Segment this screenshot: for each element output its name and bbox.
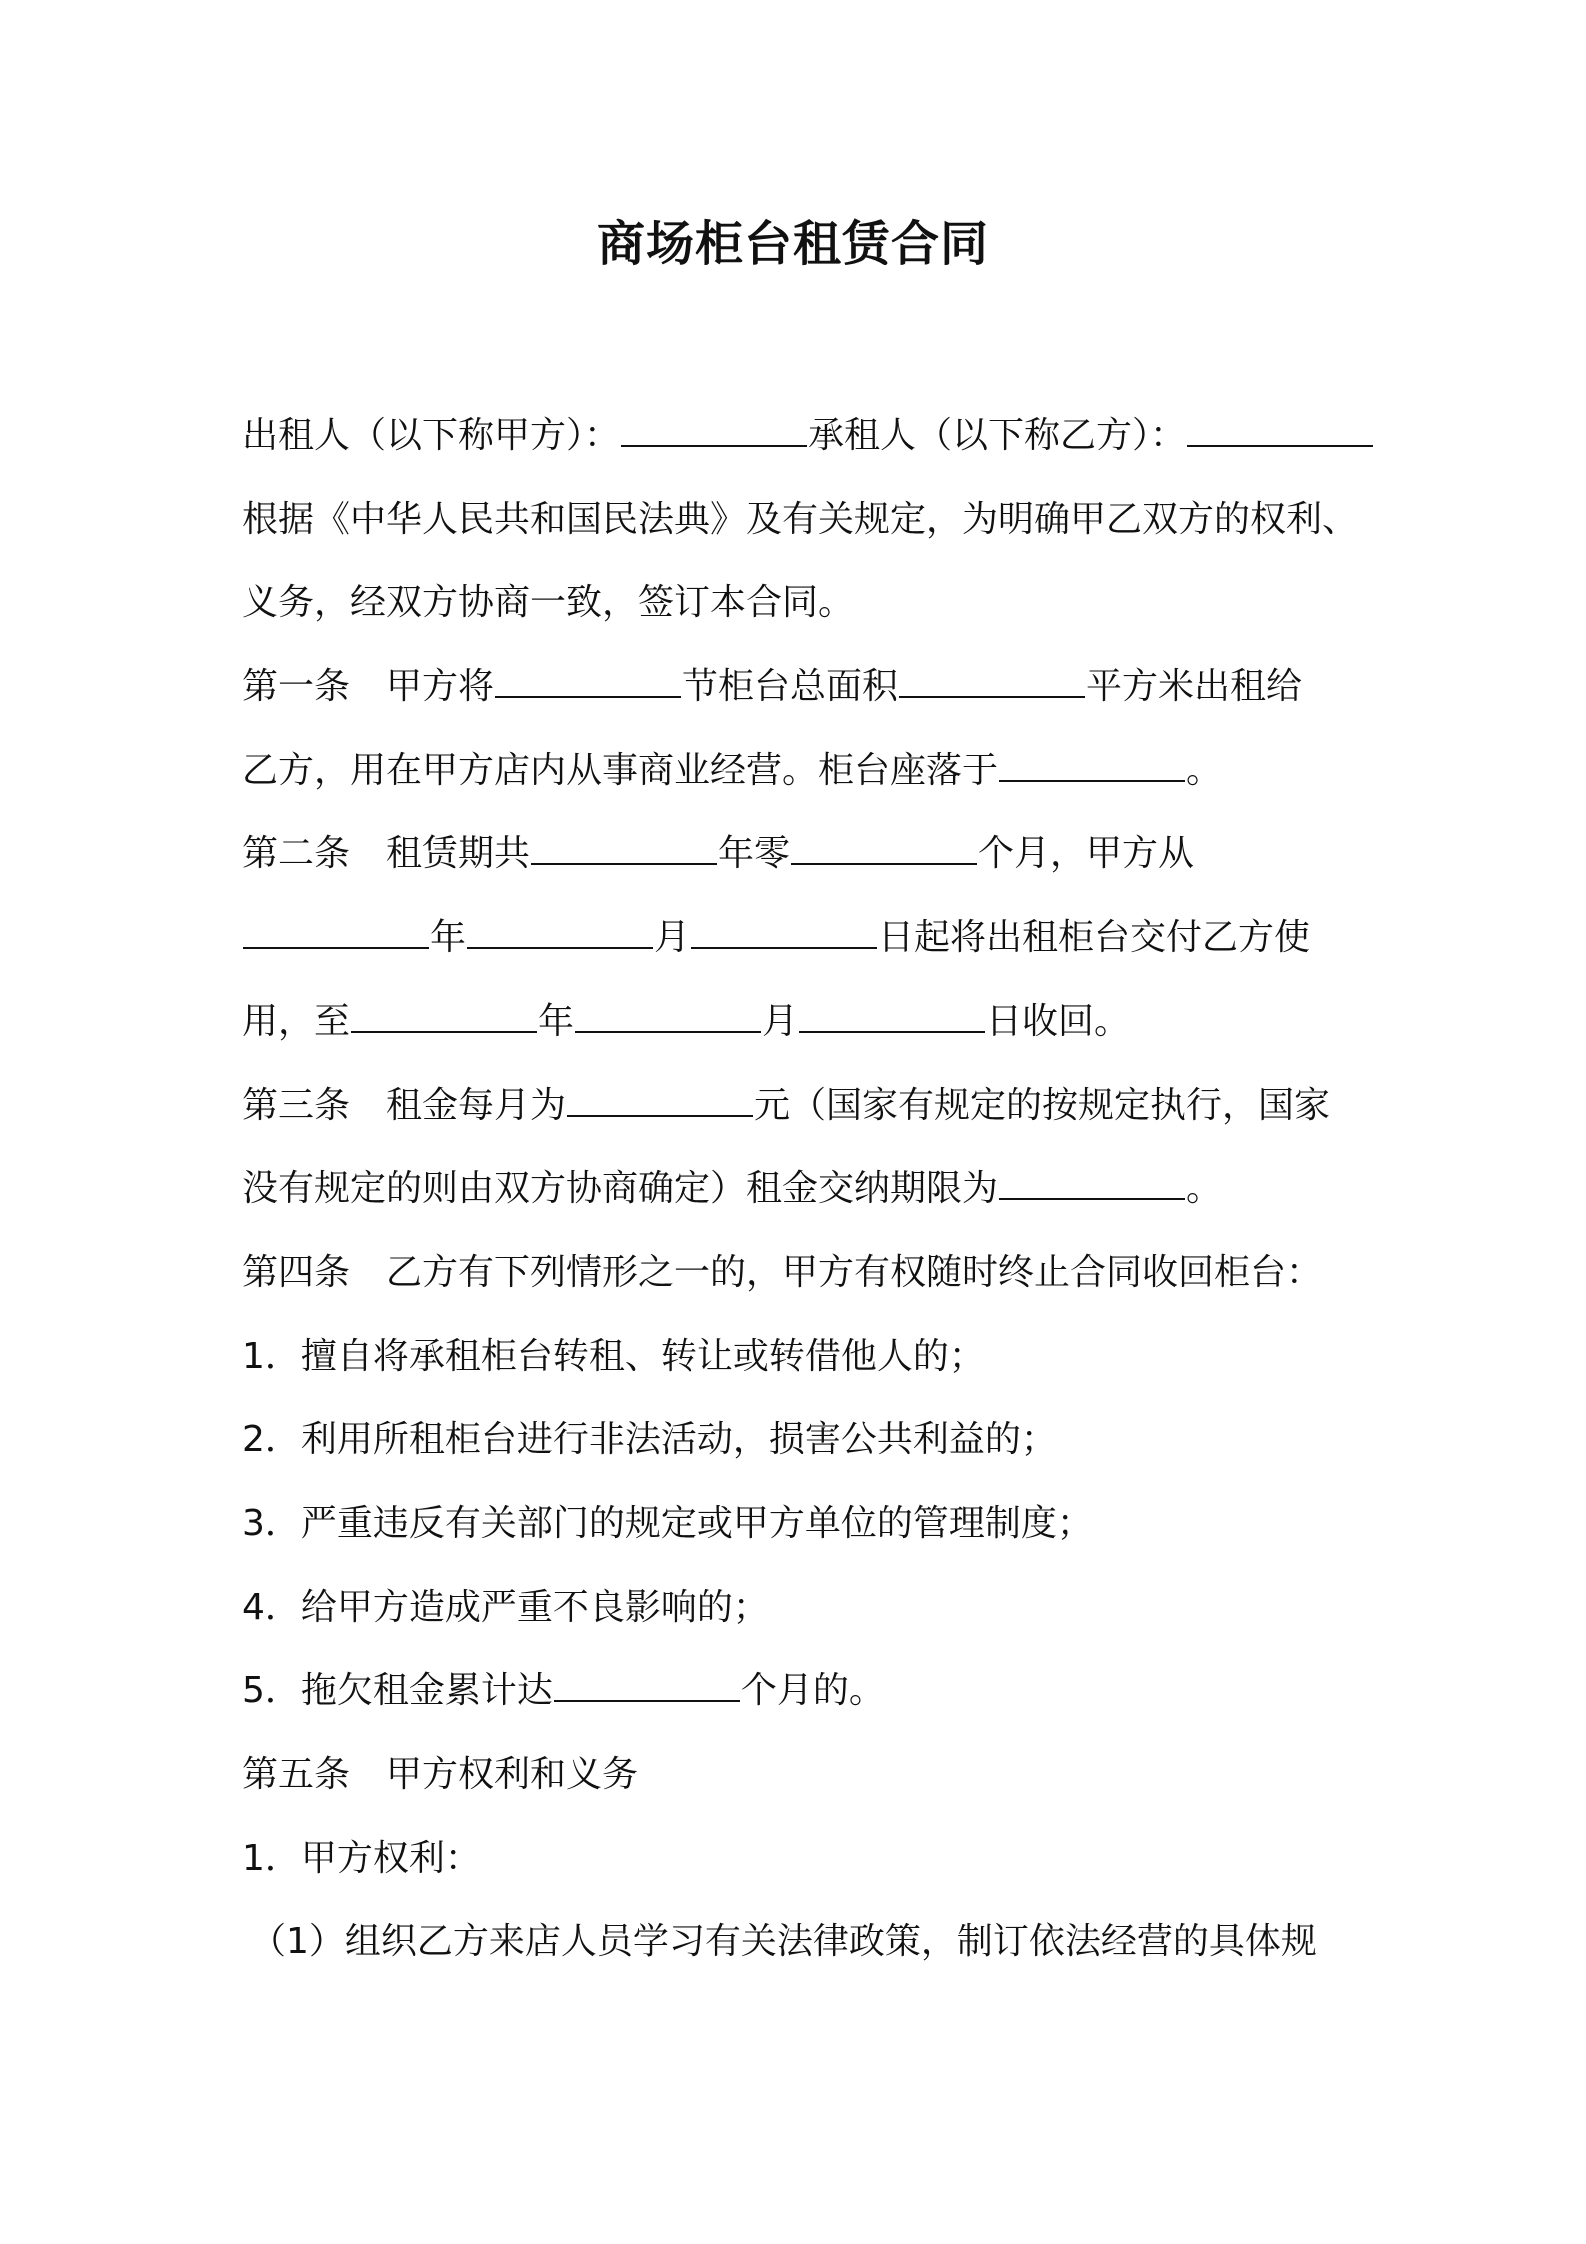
text-segment: 。 bbox=[1186, 750, 1223, 791]
paragraph-line bbox=[242, 746, 1362, 796]
text-segment: 没有规定的则由双方协商确定）租金交纳期限为 bbox=[242, 1168, 999, 1209]
list-item bbox=[242, 1332, 1362, 1382]
fill-blank bbox=[899, 662, 1085, 698]
text-segment: （1）组织乙方来店人员学习有关法律政策，制订依法经营的具体规 bbox=[250, 1921, 1317, 1962]
text-segment: 5．拖欠租金累计达 bbox=[242, 1670, 553, 1711]
text-segment: 3．严重违反有关部门的规定或甲方单位的管理制度； bbox=[242, 1503, 1093, 1544]
text-segment: 承租人（以下称乙方）： bbox=[808, 415, 1187, 456]
paragraph-line bbox=[242, 997, 1362, 1047]
list-item bbox=[242, 1834, 1362, 1884]
fill-blank bbox=[467, 913, 653, 949]
text-segment: 平方米出租给 bbox=[1086, 666, 1303, 707]
paragraph-line bbox=[242, 913, 1362, 963]
fill-blank bbox=[691, 913, 877, 949]
text-segment: 个月，甲方从 bbox=[978, 833, 1195, 874]
text-segment: 4．给甲方造成严重不良影响的； bbox=[242, 1587, 769, 1628]
fill-blank bbox=[575, 997, 761, 1033]
fill-blank bbox=[554, 1666, 740, 1702]
text-segment: 1．甲方权利： bbox=[242, 1838, 481, 1879]
paragraph-line bbox=[242, 578, 1362, 628]
text-segment: 第四条 乙方有下列情形之一的，甲方有权随时终止合同收回柜台： bbox=[242, 1252, 1323, 1293]
list-item bbox=[242, 1415, 1362, 1465]
fill-blank bbox=[799, 997, 985, 1033]
article-1-line bbox=[242, 662, 1362, 712]
text-segment: 第一条 甲方将 bbox=[242, 666, 495, 707]
text-segment: 1．擅自将承租柜台转租、转让或转借他人的； bbox=[242, 1336, 985, 1377]
article-2-line bbox=[242, 829, 1362, 879]
paragraph-line bbox=[242, 1164, 1362, 1214]
list-item bbox=[242, 1583, 1362, 1633]
text-segment: 。 bbox=[1186, 1168, 1223, 1209]
text-segment: 第三条 租金每月为 bbox=[242, 1085, 567, 1126]
text-segment: 年 bbox=[538, 1001, 575, 1042]
text-segment: 年 bbox=[430, 917, 467, 958]
text-segment: 2．利用所租柜台进行非法活动，损害公共利益的； bbox=[242, 1419, 1057, 1460]
fill-blank bbox=[531, 829, 717, 865]
article-3-line bbox=[242, 1081, 1362, 1131]
article-4-line bbox=[242, 1248, 1362, 1298]
text-segment: 第二条 租赁期共 bbox=[242, 833, 531, 874]
text-segment: 日起将出租柜台交付乙方使 bbox=[878, 917, 1311, 958]
list-item bbox=[250, 1917, 1370, 1967]
text-segment: 出租人（以下称甲方）： bbox=[242, 415, 621, 456]
paragraph-line bbox=[242, 495, 1362, 545]
text-segment: 节柜台总面积 bbox=[682, 666, 899, 707]
fill-blank bbox=[495, 662, 681, 698]
article-5-line bbox=[242, 1750, 1362, 1800]
text-segment: 义务，经双方协商一致，签订本合同。 bbox=[242, 582, 855, 623]
fill-blank bbox=[999, 1164, 1185, 1200]
fill-blank bbox=[351, 997, 537, 1033]
text-segment: 日收回。 bbox=[986, 1001, 1131, 1042]
list-item bbox=[242, 1666, 1362, 1716]
fill-blank bbox=[243, 913, 429, 949]
text-segment: 第五条 甲方权利和义务 bbox=[242, 1754, 639, 1795]
text-segment: 年零 bbox=[718, 833, 791, 874]
text-segment: 用，至 bbox=[242, 1001, 351, 1042]
text-segment: 月 bbox=[654, 917, 691, 958]
fill-blank bbox=[567, 1081, 753, 1117]
fill-blank-lessor bbox=[621, 411, 807, 447]
text-segment: 根据《中华人民共和国民法典》及有关规定，为明确甲乙双方的权利、 bbox=[242, 499, 1359, 540]
fill-blank bbox=[999, 746, 1185, 782]
fill-blank bbox=[791, 829, 977, 865]
document-title: 商场柜台租赁合同 bbox=[596, 216, 989, 272]
text-segment: 元（国家有规定的按规定执行，国家 bbox=[754, 1085, 1331, 1126]
fill-blank-lessee bbox=[1187, 411, 1373, 447]
text-segment: 乙方，用在甲方店内从事商业经营。柜台座落于 bbox=[242, 750, 999, 791]
list-item bbox=[242, 1499, 1362, 1549]
text-segment: 个月的。 bbox=[740, 1670, 885, 1711]
text-segment: 月 bbox=[762, 1001, 799, 1042]
party-line bbox=[242, 411, 1362, 461]
